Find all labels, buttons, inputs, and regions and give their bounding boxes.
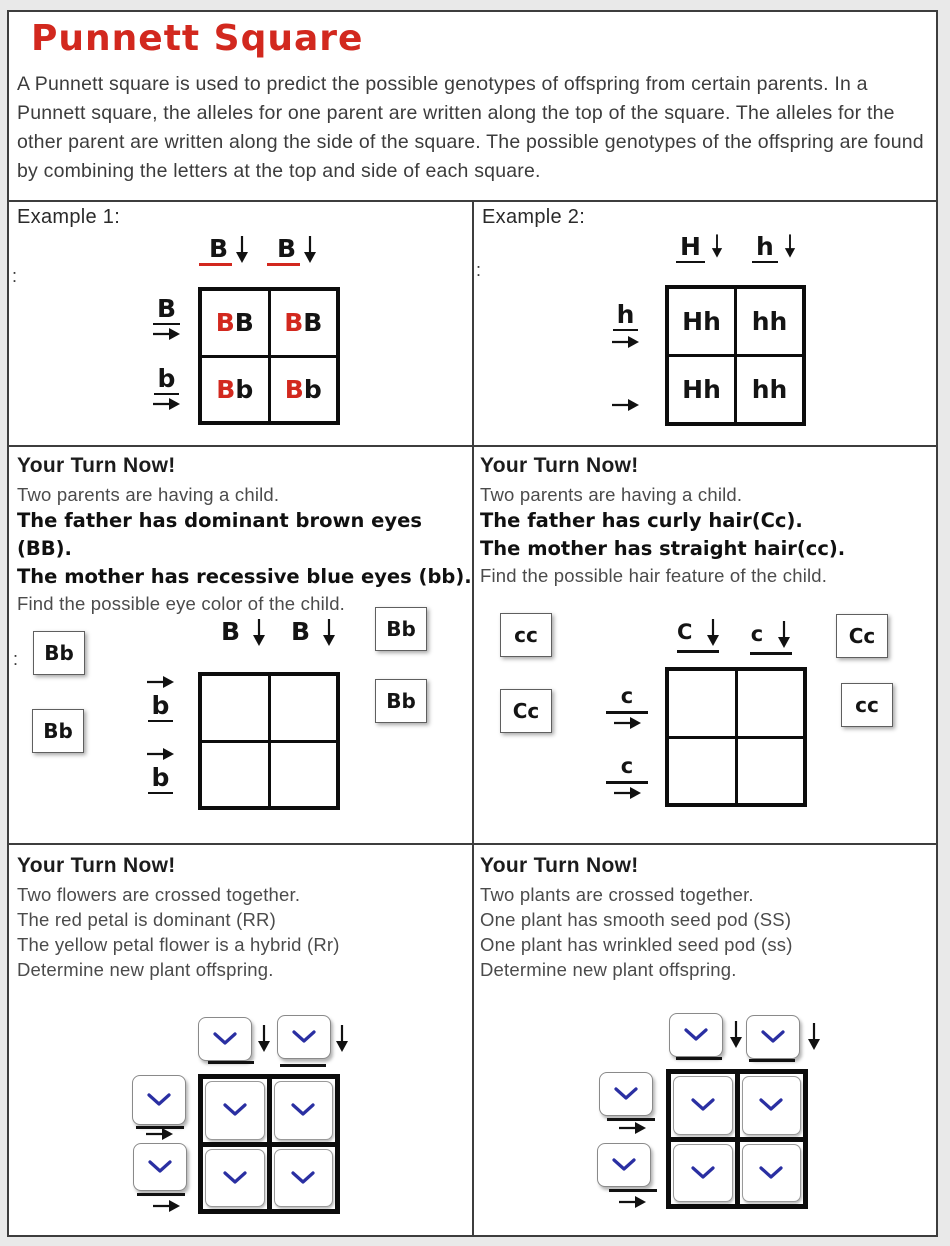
worksheet-sheet	[7, 10, 938, 1237]
your-turn-seedpods-panel	[474, 845, 938, 1237]
allele-letter: B	[153, 296, 180, 325]
genotype-tile[interactable]: Bb	[375, 679, 427, 723]
task-line: One plant has wrinkled seed pod (ss)	[480, 934, 793, 955]
task-text	[480, 453, 845, 588]
right-arrow-icon	[153, 1199, 180, 1213]
down-arrow-icon	[711, 234, 723, 258]
chevron-down-icon	[146, 1093, 172, 1107]
right-arrow-icon	[612, 335, 639, 349]
allele-letter: h	[769, 375, 788, 404]
chevron-down-icon	[222, 1171, 248, 1185]
punnett-cell-empty[interactable]	[202, 743, 268, 807]
allele-letter: H	[682, 375, 704, 404]
right-arrow-icon	[147, 747, 174, 761]
example1-punnett-grid	[198, 287, 340, 425]
your-turn-heading: Your Turn Now!	[17, 454, 176, 477]
punnett-cell	[202, 358, 268, 422]
allele-letter: h	[751, 375, 770, 404]
side-allele-dropdown[interactable]	[133, 1143, 187, 1191]
down-arrow-icon	[252, 619, 266, 646]
your-turn-eyes-panel	[9, 447, 472, 843]
side-allele-2	[147, 747, 174, 794]
task-line: Find the possible hair feature of the child.	[480, 565, 828, 586]
genotype-tile[interactable]: cc	[500, 613, 552, 657]
cell-dropdown[interactable]	[673, 1144, 733, 1203]
top-allele-1	[676, 234, 723, 263]
down-arrow-icon	[322, 619, 336, 646]
example2-punnett-grid	[665, 285, 806, 426]
allele-letter: B	[199, 236, 232, 266]
top-allele-dropdown[interactable]	[198, 1017, 252, 1061]
punnett-cell	[671, 1074, 735, 1137]
punnett-cell-empty[interactable]	[271, 743, 337, 807]
task-line: The father has curly hair(Cc).	[480, 509, 803, 532]
task-line: Find the possible eye color of the child.	[17, 593, 346, 614]
allele-letter: b	[235, 374, 254, 404]
top-allele-1	[221, 619, 266, 646]
genotype-tile[interactable]: Bb	[33, 631, 85, 675]
down-arrow-icon	[784, 234, 796, 258]
punnett-cell-empty[interactable]	[669, 671, 735, 736]
your-turn-hair-panel	[474, 447, 938, 843]
cell-dropdown[interactable]	[274, 1081, 334, 1140]
side-allele-2	[612, 398, 639, 412]
allele-letter: c	[620, 754, 634, 778]
answer-dropdown-grid	[666, 1069, 808, 1209]
top-allele-2	[752, 234, 796, 263]
punnett-cell	[669, 357, 734, 422]
your-turn-heading: Your Turn Now!	[17, 854, 176, 877]
page-title: Punnett Square	[31, 18, 364, 59]
answer-blank-line	[609, 1189, 657, 1192]
cell-dropdown[interactable]	[274, 1149, 334, 1208]
task-line: The mother has recessive blue eyes (bb).	[17, 565, 472, 588]
top-allele-2	[267, 236, 317, 266]
down-arrow-icon	[235, 236, 249, 263]
cell-dropdown[interactable]	[742, 1076, 802, 1135]
chevron-down-icon	[758, 1166, 784, 1180]
allele-letter: B	[303, 308, 323, 338]
cell-dropdown[interactable]	[205, 1081, 265, 1140]
allele-letter: h	[751, 307, 770, 336]
allele-letter: C	[677, 620, 693, 644]
down-arrow-icon	[303, 236, 317, 263]
punnett-cell	[272, 1147, 336, 1210]
punnett-cell	[740, 1142, 804, 1205]
allele-letter: c	[750, 622, 764, 646]
allele-letter: B	[221, 617, 241, 646]
cell-dropdown[interactable]	[673, 1076, 733, 1135]
down-arrow-icon	[335, 1025, 349, 1052]
genotype-tile[interactable]: cc	[841, 683, 893, 727]
down-arrow-icon	[706, 619, 720, 646]
chevron-down-icon	[147, 1160, 173, 1174]
allele-letter: b	[303, 374, 322, 404]
chevron-down-icon	[212, 1032, 238, 1046]
answer-punnett-grid	[198, 672, 340, 810]
chevron-down-icon	[690, 1098, 716, 1112]
task-line: Two flowers are crossed together.	[17, 884, 301, 905]
colon-mark: :	[476, 260, 482, 280]
top-allele-dropdown[interactable]	[669, 1013, 723, 1057]
side-allele-dropdown[interactable]	[132, 1075, 186, 1125]
allele-letter: B	[284, 374, 304, 404]
task-line: The father has dominant brown eyes (BB).	[17, 509, 422, 560]
task-text	[17, 853, 340, 982]
top-allele-2	[291, 619, 336, 646]
example2-panel	[474, 202, 938, 445]
chevron-down-icon	[683, 1028, 709, 1042]
chevron-down-icon	[290, 1103, 316, 1117]
example1-label: Example 1:	[17, 206, 121, 228]
allele-letter: B	[267, 236, 300, 266]
punnett-cell	[203, 1079, 267, 1142]
your-turn-flowers-panel	[9, 845, 472, 1237]
down-arrow-icon	[807, 1023, 821, 1050]
task-text	[17, 453, 472, 616]
punnett-cell-empty[interactable]	[271, 676, 337, 740]
top-allele-2	[750, 621, 792, 655]
chevron-down-icon	[613, 1087, 639, 1101]
task-line: One plant has smooth seed pod (SS)	[480, 909, 792, 930]
punnett-cell	[671, 1142, 735, 1205]
right-arrow-icon	[146, 1127, 173, 1141]
punnett-cell	[740, 1074, 804, 1137]
down-arrow-icon	[777, 621, 791, 648]
cell-dropdown[interactable]	[205, 1149, 265, 1208]
punnett-cell	[669, 289, 734, 354]
allele-letter: h	[613, 302, 639, 331]
punnett-cell-empty[interactable]	[738, 739, 804, 804]
allele-letter: h	[752, 234, 778, 263]
punnett-cell	[271, 358, 337, 422]
top-allele-1	[677, 619, 720, 653]
punnett-cell-empty[interactable]	[202, 676, 268, 740]
right-arrow-icon	[614, 716, 641, 730]
right-arrow-icon	[153, 397, 180, 411]
example1-panel	[9, 202, 472, 445]
allele-letter: c	[620, 684, 634, 708]
down-arrow-icon	[257, 1025, 271, 1052]
allele-letter: H	[676, 234, 705, 263]
punnett-cell	[737, 357, 802, 422]
chevron-down-icon	[291, 1030, 317, 1044]
punnett-cell	[202, 291, 268, 355]
allele-letter: h	[769, 307, 788, 336]
side-allele-1	[612, 302, 639, 349]
down-arrow-icon	[729, 1021, 743, 1048]
right-arrow-icon	[614, 786, 641, 800]
genotype-tile[interactable]: Cc	[500, 689, 552, 733]
allele-letter: B	[215, 308, 235, 338]
colon-mark: :	[12, 266, 18, 286]
genotype-tile[interactable]: Cc	[836, 614, 888, 658]
allele-letter: B	[216, 374, 236, 404]
genotype-tile[interactable]: Bb	[375, 607, 427, 651]
chevron-down-icon	[758, 1098, 784, 1112]
allele-letter: h	[703, 307, 721, 336]
answer-blank-line	[749, 1059, 795, 1062]
task-line: Two parents are having a child.	[17, 484, 280, 505]
punnett-cell-empty[interactable]	[738, 671, 804, 736]
answer-dropdown-grid	[198, 1074, 340, 1214]
punnett-cell	[272, 1079, 336, 1142]
cell-dropdown[interactable]	[742, 1144, 802, 1203]
answer-blank-line	[137, 1193, 185, 1196]
chevron-down-icon	[760, 1030, 786, 1044]
allele-letter: b	[148, 765, 174, 794]
punnett-cell	[737, 289, 802, 354]
side-allele-dropdown[interactable]	[599, 1072, 653, 1116]
your-turn-heading: Your Turn Now!	[480, 454, 639, 477]
example2-label: Example 2:	[482, 206, 586, 228]
right-arrow-icon	[619, 1121, 646, 1135]
punnett-cell-empty[interactable]	[669, 739, 735, 804]
task-line: Determine new plant offspring.	[480, 959, 737, 980]
task-line: The yellow petal flower is a hybrid (Rr)	[17, 934, 340, 955]
intro-paragraph: A Punnett square is used to predict the possible genotypes of offspring from certain parents. In a Punnett square, the alleles for one parent are written along the top of the square. The alleles for the other parent are written along the side of the square. The possible genotypes of the offspring are found by combining the letters at the top and side of each square.	[17, 73, 924, 182]
side-allele-1	[606, 683, 648, 730]
allele-letter: H	[682, 307, 704, 336]
task-line: The mother has straight hair(cc).	[480, 537, 846, 560]
chevron-down-icon	[222, 1103, 248, 1117]
allele-letter: B	[284, 308, 304, 338]
side-allele-1	[147, 675, 174, 722]
task-text	[480, 853, 793, 982]
side-allele-2	[606, 753, 648, 800]
right-arrow-icon	[619, 1195, 646, 1209]
your-turn-heading: Your Turn Now!	[480, 854, 639, 877]
chevron-down-icon	[690, 1166, 716, 1180]
side-allele-1	[153, 296, 180, 341]
top-allele-1	[199, 236, 249, 266]
answer-blank-line	[208, 1061, 254, 1064]
allele-letter: b	[148, 693, 174, 722]
task-line: Determine new plant offspring.	[17, 959, 274, 980]
colon-mark: :	[13, 649, 19, 669]
genotype-tile[interactable]: Bb	[32, 709, 84, 753]
answer-blank-line	[280, 1064, 326, 1067]
allele-letter: h	[703, 375, 721, 404]
allele-letter: B	[291, 617, 311, 646]
allele-letter: B	[234, 308, 254, 338]
top-allele-dropdown[interactable]	[746, 1015, 800, 1059]
chevron-down-icon	[611, 1158, 637, 1172]
task-line: Two plants are crossed together.	[480, 884, 754, 905]
task-line: Two parents are having a child.	[480, 484, 743, 505]
top-allele-dropdown[interactable]	[277, 1015, 331, 1059]
chevron-down-icon	[290, 1171, 316, 1185]
right-arrow-icon	[147, 675, 174, 689]
right-arrow-icon	[153, 327, 180, 341]
answer-blank-line	[676, 1057, 722, 1060]
allele-letter: b	[154, 366, 180, 395]
answer-punnett-grid	[665, 667, 807, 807]
right-arrow-icon	[612, 398, 639, 412]
task-line: The red petal is dominant (RR)	[17, 909, 276, 930]
punnett-cell	[203, 1147, 267, 1210]
punnett-cell	[271, 291, 337, 355]
side-allele-2	[153, 366, 180, 411]
side-allele-dropdown[interactable]	[597, 1143, 651, 1187]
